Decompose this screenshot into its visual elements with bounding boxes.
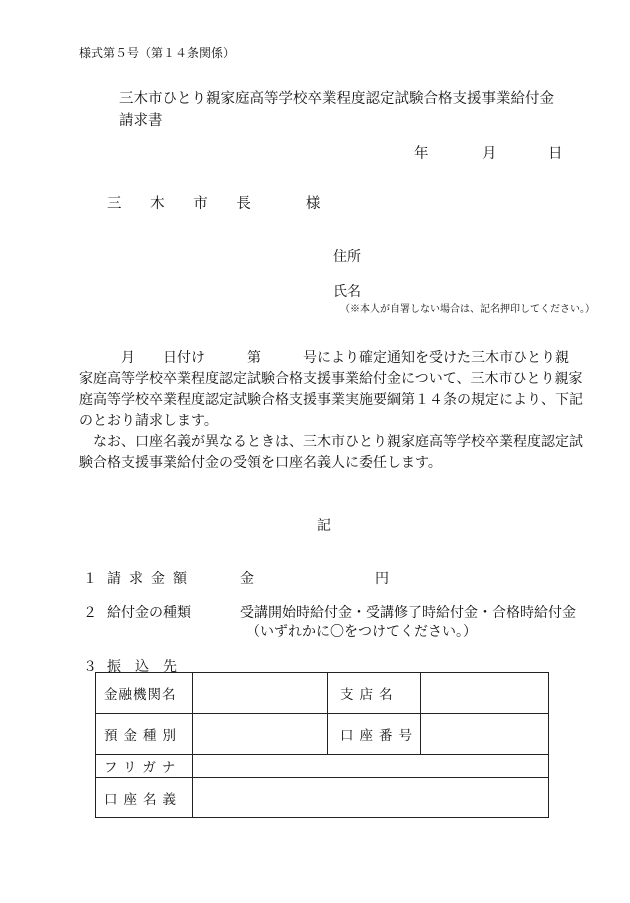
item-1-label: 請求金額	[107, 571, 195, 587]
table-row	[96, 714, 549, 755]
body-line: のとおり請求します。	[79, 413, 218, 429]
benefit-type-options[interactable]: 受講開始時給付金・受講修了時給付金・合格時給付金	[240, 605, 576, 621]
ki-heading: 記	[317, 518, 331, 534]
title-line-1: 三木市ひとり親家庭高等学校卒業程度認定試験合格支援事業給付金	[119, 91, 554, 107]
date-day-label: 日	[548, 146, 563, 162]
title-line-2: 請求書	[119, 113, 163, 129]
table-row	[96, 778, 549, 818]
benefit-type-note: （いずれかに〇をつけてください。）	[246, 624, 477, 640]
body-line: 験合格支援事業給付金の受領を口座名義人に委任します。	[79, 455, 442, 471]
signature-note: （※本人が自署しない場合は、記名押印してください。）	[340, 304, 595, 315]
item-2-label: 給付金の種類	[107, 605, 191, 621]
amount-suffix: 円	[375, 571, 389, 587]
item-3-number: ３	[83, 659, 97, 675]
date-month-label: 月	[482, 146, 497, 162]
institution-label: 金融機関名	[96, 673, 193, 714]
body-line: 庭高等学校卒業程度認定試験合格支援事業実施要綱第１４条の規定により、下記	[79, 392, 583, 408]
item-2-number: ２	[83, 605, 97, 621]
body-line: 家庭高等学校卒業程度認定試験合格支援事業給付金について、三木市ひとり親家	[79, 371, 583, 387]
body-line: 月 日付け 第 号により確定通知を受けた三木市ひとり親	[79, 350, 569, 366]
request-body-text	[79, 348, 583, 474]
furigana-field[interactable]	[193, 755, 549, 778]
table-row	[96, 673, 549, 714]
amount-prefix: 金	[240, 571, 254, 587]
account-number-label: 口座番号	[328, 714, 421, 755]
item-1-number: １	[83, 571, 97, 587]
furigana-label: フリガナ	[96, 755, 193, 778]
branch-label: 支店名	[328, 673, 421, 714]
date-year-label: 年	[414, 146, 429, 162]
item-3-label: 振込先	[107, 659, 191, 675]
bank-account-table	[95, 672, 549, 818]
deposit-type-label: 預金種別	[96, 714, 193, 755]
account-holder-field[interactable]	[193, 778, 549, 818]
institution-field[interactable]	[193, 673, 328, 714]
address-label: 住所	[333, 249, 361, 265]
account-holder-label: 口座名義	[96, 778, 193, 818]
form-number: 様式第５号（第１４条関係）	[79, 46, 236, 60]
account-number-field[interactable]	[421, 714, 549, 755]
body-line: なお、口座名義が異なるときは、三木市ひとり親家庭高等学校卒業程度認定試	[79, 434, 583, 450]
document-title	[119, 88, 554, 132]
addressee: 三 木 市 長 様	[107, 196, 333, 212]
deposit-type-field[interactable]	[193, 714, 328, 755]
name-label: 氏名	[333, 284, 361, 300]
table-row	[96, 755, 549, 778]
branch-field[interactable]	[421, 673, 549, 714]
